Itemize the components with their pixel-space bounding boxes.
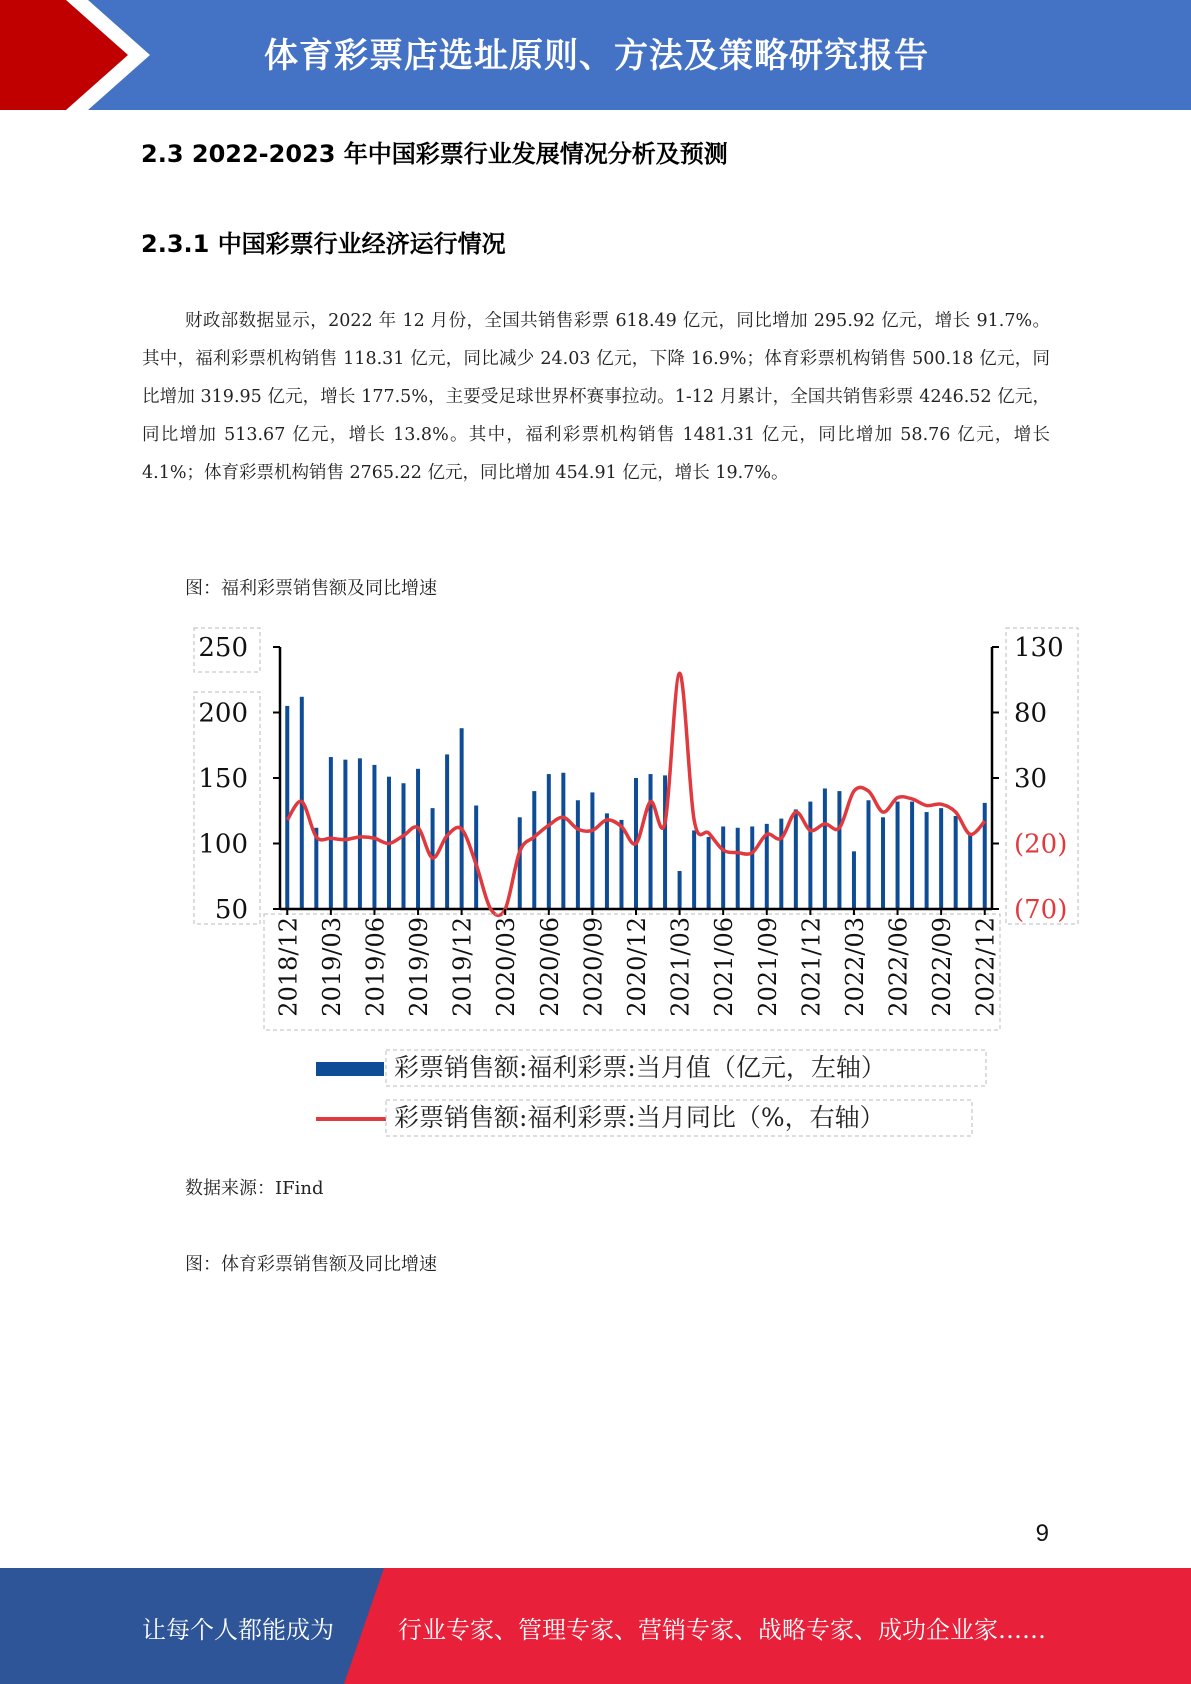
chart-legend [316, 1050, 986, 1136]
figure2-caption: 图：体育彩票销售额及同比增速 [185, 1254, 437, 1275]
bar [910, 802, 914, 909]
x-tick-label: 2020/12 [623, 917, 651, 1017]
x-tick-label: 2022/03 [840, 917, 869, 1017]
right-tick-label: 80 [1014, 698, 1048, 729]
bar [808, 802, 812, 909]
bar [954, 816, 958, 909]
x-tick-label: 2021/09 [753, 917, 782, 1017]
right-tick-label: 30 [1014, 764, 1048, 794]
bar [590, 792, 594, 909]
right-tick-label: (20) [1014, 829, 1068, 860]
x-tick-label: 2019/09 [405, 917, 434, 1017]
bar [794, 809, 798, 909]
x-tick-label: 2020/09 [579, 917, 608, 1017]
right-tick-label: (70) [1014, 895, 1068, 925]
bar [968, 833, 972, 909]
figure1-source: 数据来源：IFind [185, 1178, 324, 1199]
x-tick-label: 2022/06 [884, 917, 913, 1017]
bar [329, 757, 333, 909]
bar [532, 791, 536, 909]
bar [823, 788, 827, 909]
bar [866, 800, 870, 909]
bar [402, 783, 406, 909]
x-tick-label: 2019/12 [448, 917, 477, 1017]
body-paragraph: 财政部数据显示，2022 年 12 月份，全国共销售彩票 618.49 亿元，同比增加 295.92 亿元，增长 91.7%。其中，福利彩票机构销售 118.31 亿元，同比减少 24.03 亿元，下降 16.9%；体育彩票机构销售 500.18 亿元，同比增加 319.95 亿元，增长 177.5%，主要受足球世界杯赛事拉动。1-12 月累计，全国共销售彩票 4246.52 亿元，同比增加 513.67 亿元，增长 13.8%。其中，福利彩票机构销售 1481.31 亿元，同比增加 58.76 亿元，增长 4.1%；体育彩票机构销售 2765.22 亿元，同比增加 454.91 亿元，增长 19.7%。 [142, 311, 1050, 483]
page-number: 9 [1035, 1520, 1049, 1547]
bar-series [285, 697, 986, 909]
subsection-title: 2.3.1 中国彩票行业经济运行情况 [141, 230, 506, 258]
bar [983, 803, 987, 909]
bar [416, 769, 420, 909]
x-tick-label: 2020/06 [535, 917, 564, 1017]
bar [576, 800, 580, 909]
footer-slogan-left: 让每个人都能成为 [142, 1616, 334, 1644]
x-tick-label: 2019/06 [361, 917, 390, 1017]
bar [750, 826, 754, 909]
bar [736, 828, 740, 909]
x-tick-label: 2022/09 [928, 917, 957, 1017]
bar [721, 826, 725, 909]
bar [939, 808, 943, 909]
footer-slogan-right: 行业专家、管理专家、营销专家、战略专家、成功企业家…… [398, 1616, 1046, 1644]
page-header [0, 0, 1191, 110]
bar [678, 871, 682, 909]
bar [896, 802, 900, 909]
welfare-lottery-chart [186, 620, 1086, 1140]
left-tick-label: 150 [198, 764, 248, 794]
left-tick-label: 50 [214, 895, 248, 925]
bar [649, 774, 653, 909]
page-footer [0, 1568, 1191, 1684]
header-title: 体育彩票店选址原则、方法及策略研究报告 [264, 36, 929, 76]
x-tick-label: 2018/12 [274, 917, 303, 1017]
bar [561, 773, 565, 909]
bar [460, 728, 464, 909]
legend-bar-swatch [316, 1062, 384, 1076]
bar [619, 820, 623, 909]
bar [707, 837, 711, 909]
bar [518, 817, 522, 909]
x-tick-label: 2021/12 [797, 917, 826, 1017]
bar [881, 817, 885, 909]
legend-line-label: 彩票销售额:福利彩票:当月同比（%，右轴） [394, 1103, 885, 1132]
bar [837, 791, 841, 909]
right-tick-label: 130 [1014, 633, 1064, 663]
x-tick-label: 2020/03 [492, 917, 521, 1017]
bar [779, 819, 783, 909]
bar [343, 760, 347, 909]
left-tick-label: 200 [198, 698, 248, 729]
bar [852, 851, 856, 909]
x-tick-label: 2021/06 [710, 917, 739, 1017]
x-tick-labels [264, 909, 1000, 1030]
bar [925, 812, 929, 909]
x-tick-label: 2021/03 [666, 917, 695, 1017]
bar [285, 706, 289, 909]
x-tick-label: 2019/03 [317, 917, 346, 1017]
left-tick-label: 100 [198, 829, 248, 860]
figure1-caption: 图：福利彩票销售额及同比增速 [185, 578, 437, 599]
section-title: 2.3 2022-2023 年中国彩票行业发展情况分析及预测 [141, 140, 728, 168]
left-tick-label: 250 [198, 633, 248, 663]
bar [605, 813, 609, 909]
bar [692, 830, 696, 909]
bar [547, 774, 551, 909]
bar [358, 758, 362, 909]
x-tick-label: 2022/12 [971, 917, 1000, 1017]
legend-bar-label: 彩票销售额:福利彩票:当月值（亿元，左轴） [394, 1053, 886, 1082]
